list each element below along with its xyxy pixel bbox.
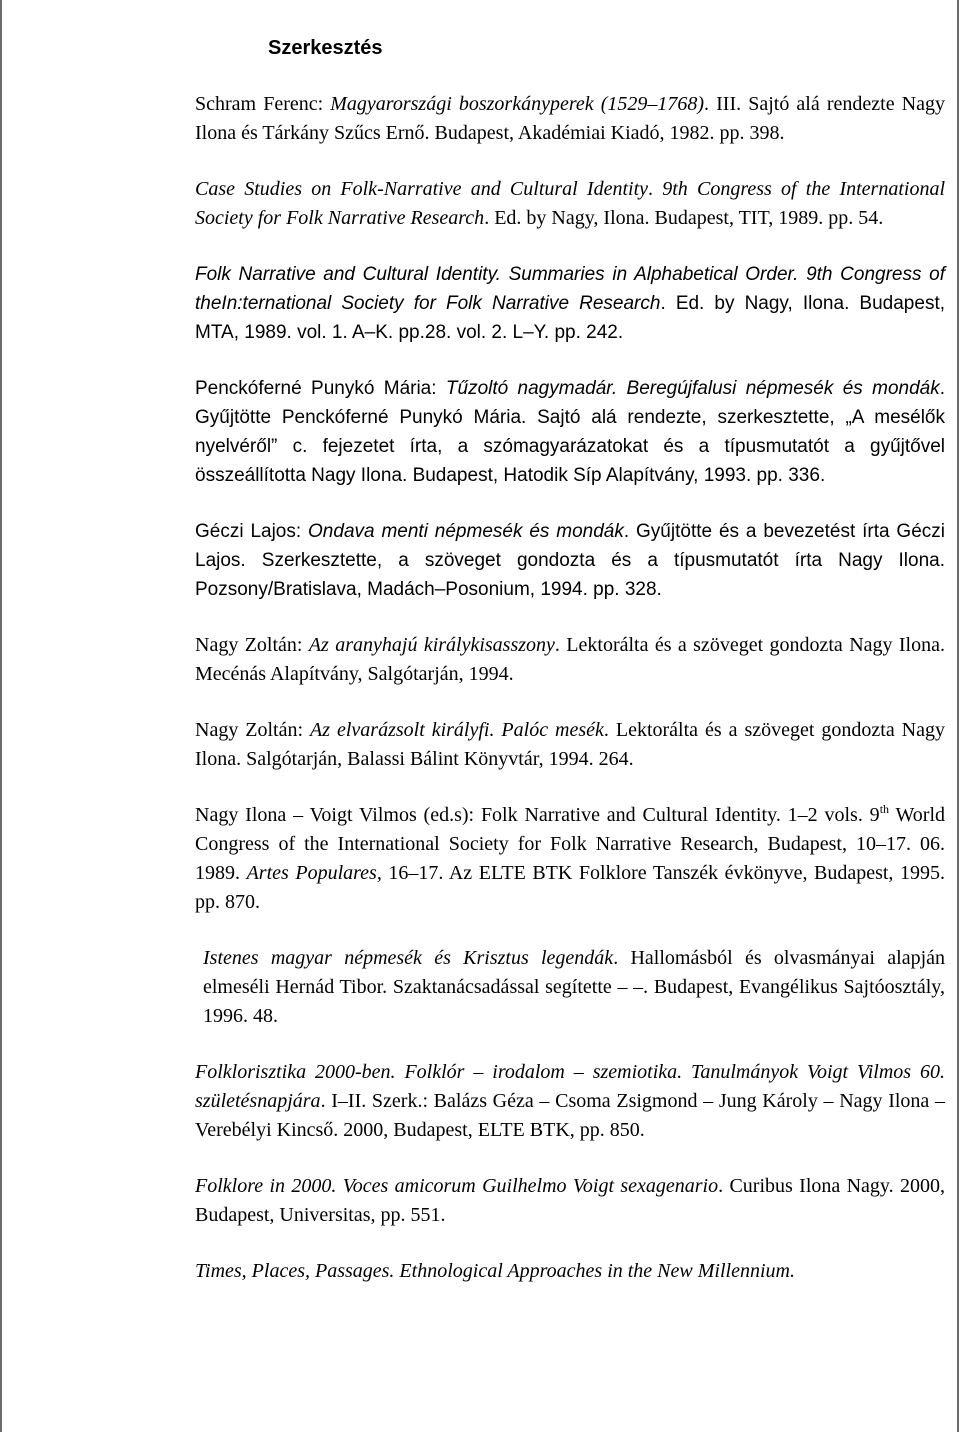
title-italic: Istenes magyar népmesék és Krisztus legendák — [203, 947, 614, 969]
entry-text: 16–17. Az ELTE BTK Folklore Tanszék évkönyve, Budapest, 1995. pp. 870. — [195, 862, 946, 913]
entry-text: . Ed. by Nagy, Ilona. Budapest, TIT, 1989. pp. 54. — [484, 207, 884, 229]
bibliography-entry-folkloriszika — [195, 1058, 945, 1145]
entry-text: Nagy Zoltán: — [195, 634, 309, 656]
bibliography-entry-voigt — [195, 801, 945, 917]
entry-text: Géczi Lajos: — [195, 521, 309, 542]
bibliography-entry-penckoferne — [195, 374, 945, 490]
title-italic: Ondava menti népmesék és mondák — [308, 521, 624, 542]
title-italic: Times, Places, Passages. Ethnological Approaches in the New Millennium. — [195, 1260, 795, 1282]
bibliography-entry-geczi — [195, 517, 945, 604]
entry-text: . Gyűjtötte Penckóferné Punykó Mária. Sajtó alá rendezte, szerkesztette, „A mesélők nyelvéről” c. fejezetet írta, a szómagyarázatokat és a típusmutatót a gyűjtővel összeállította Nagy Ilona. Budapest, Hatodik Síp Alapítvány, 1993. pp. 336. — [195, 378, 946, 486]
entry-text: Penckóferné Punykó Mária: — [195, 378, 446, 399]
bibliography-entry-schram — [195, 90, 945, 148]
bibliography-entry-folklore-2000 — [195, 1172, 945, 1230]
entry-text: . Lektorálta és a szöveget gondozta Nagy Ilona. Salgótarján, Balassi Bálint Könyvtár, 1994. 264. — [195, 719, 945, 770]
entry-text: . Ed. by Nagy, Ilona. Budapest, MTA, 1989. vol. 1. A–K. pp.28. vol. 2. L–Y. pp. 242. — [195, 293, 945, 343]
title-italic: Folklore in 2000. Voces amicorum Guilhelmo Voigt sexagenario — [195, 1175, 719, 1197]
entry-text: . I–II. Szerk.: Balázs Géza – Csoma Zsigmond – Jung Károly – Nagy Ilona – Verebélyi Kincső. 2000, Budapest, ELTE BTK, pp. 850. — [195, 1090, 945, 1141]
entry-text: Nagy Zoltán: — [195, 719, 311, 741]
bibliography-entry-case-studies — [195, 175, 945, 233]
entry-text: . Gyűjtötte és a bevezetést írta Géczi Lajos. Szerkesztette, a szöveget gondozta és a típusmutatót írta Nagy Ilona. Pozsony/Bratislava, Madách–Posonium, 1994. pp. 328. — [195, 521, 945, 600]
bibliography-entry-times-places — [195, 1257, 945, 1286]
entry-text: . III. Sajtó alá rendezte Nagy Ilona és Tárkány Szűcs Ernő. Budapest, Akadémiai Kiadó, 1982. pp. 398. — [195, 93, 945, 144]
entry-text: . Lektorálta és a szöveget gondozta Nagy Ilona. Mecénás Alapítvány, Salgótarján, 1994. — [195, 634, 945, 685]
entry-text: . Hallomásból és olvasmányai alapján elmeséli Hernád Tibor. Szaktanácsadással segítette – –. Budapest, Evangélikus Sajtóosztály, 1996. 48. — [203, 947, 946, 1027]
bibliography-entry-summaries — [195, 260, 945, 347]
title-italic: Artes Populares, — [246, 862, 382, 884]
page-frame-right — [957, 0, 959, 1432]
superscript: th — [879, 802, 890, 816]
entry-text: World Congress of the International Society for Folk Narrative Research, Budapest, 10–17. 06. 1989. — [195, 804, 946, 884]
section-heading: Szerkesztés — [268, 37, 383, 59]
title-italic: Folk Narrative and Cultural Identity. Summaries in Alphabetical Order. 9th Congress of theIn:ternational Society for Folk Narrative Research — [195, 264, 945, 314]
title-italic: Case Studies on Folk-Narrative and Cultural Identity — [195, 178, 649, 200]
title-italic: Magyarországi boszorkányperek (1529–1768) — [330, 93, 705, 115]
title-italic: Az elvarázsolt királyfi. Palóc mesék — [310, 719, 604, 741]
title-italic: Folklorisztika 2000-ben. Folklór – irodalom – szemiotika. Tanulmányok Voigt Vilmos 60. születésnapjára — [195, 1061, 945, 1112]
title-italic: Tűzoltó nagymadár. Beregújfalusi népmesék és mondák — [445, 378, 940, 399]
title-italic: Az aranyhajú királykisasszony — [308, 634, 555, 656]
entry-text: Nagy Ilona – Voigt Vilmos (ed.s): Folk Narrative and Cultural Identity. 1–2 vols. 9 — [195, 804, 880, 826]
entry-text: . — [648, 178, 663, 200]
bibliography-entry-aranyhaju — [195, 631, 945, 689]
bibliography-entry-istenes — [195, 944, 945, 1031]
bibliography-list — [195, 90, 945, 1313]
page-frame-left — [0, 0, 2, 1432]
title-italic: 9th Congress of the International Society for Folk Narrative Research — [195, 178, 946, 229]
entry-text: . Curibus Ilona Nagy. 2000, Budapest, Universitas, pp. 551. — [195, 1175, 945, 1226]
entry-text: Schram Ferenc: — [195, 93, 331, 115]
bibliography-entry-elvarazsolt — [195, 716, 945, 774]
